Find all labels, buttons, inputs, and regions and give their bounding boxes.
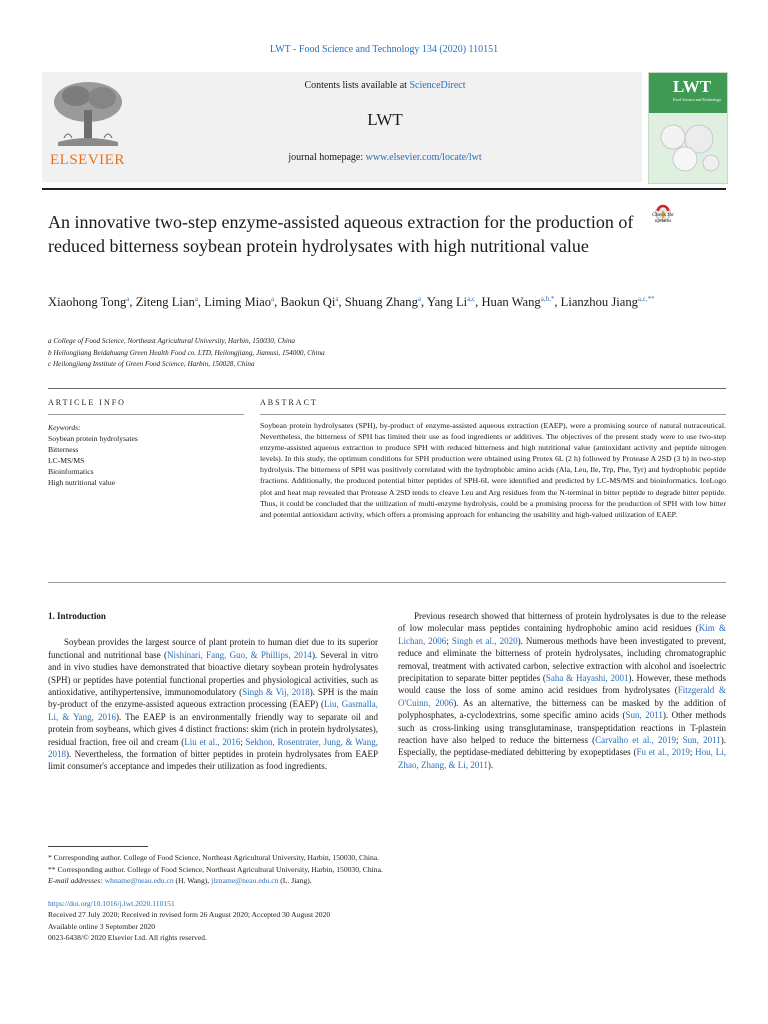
author-affiliation-marker[interactable]: a	[126, 295, 130, 303]
email-link-wang[interactable]: whname@neau.edu.cn	[104, 876, 174, 885]
journal-homepage-link[interactable]: www.elsevier.com/locate/lwt	[365, 152, 482, 163]
citation-link[interactable]: Sun, 2011	[625, 710, 663, 721]
author-affiliation-marker[interactable]: a,b,*	[540, 295, 555, 303]
abstract-heading: ABSTRACT	[260, 398, 318, 407]
author-name[interactable]: Baokun Qi	[280, 295, 336, 310]
copyright: 0023-6438/© 2020 Elsevier Ltd. All rights reserved.	[48, 932, 207, 942]
journal-name: LWT	[367, 110, 403, 129]
footnote-rule	[48, 846, 148, 847]
body-left-column	[48, 610, 378, 773]
author-affiliation-marker[interactable]: a,c	[467, 295, 476, 303]
author-name[interactable]: Huan Wang	[481, 295, 541, 310]
doi-link[interactable]: https://doi.org/10.1016/j.lwt.2020.110151	[48, 899, 175, 908]
keywords-list	[48, 422, 244, 488]
author-affiliation-marker[interactable]: a	[194, 295, 198, 303]
corresponding-author-1: * Corresponding author. College of Food Science, Northeast Agricultural University, Harbin, 150030, China.	[48, 853, 380, 862]
citation-link[interactable]: Fu et al., 2019	[636, 747, 690, 758]
author-name[interactable]: Lianzhou Jiang	[560, 295, 638, 310]
article-title: An innovative two-step enzyme-assisted aqueous extraction for the production of reduced bitterness soybean protein hydrolysates with high nutritional value	[48, 212, 634, 256]
keyword: High nutritional value	[48, 478, 116, 487]
publication-info	[48, 898, 668, 943]
author-name[interactable]: Liming Miao	[204, 295, 272, 310]
journal-cover-image	[648, 72, 728, 184]
citation-link[interactable]: Hou, Li, Zhao, Zhang, & Li, 2011	[398, 747, 726, 770]
email-line: E-mail addresses: whname@neau.edu.cn (H. Wang), jlzname@neau.edu.cn (L. Jiang).	[48, 876, 312, 885]
introduction-heading: 1. Introduction	[48, 611, 106, 621]
contents-line: Contents lists available at ScienceDirect	[304, 80, 466, 91]
email-link-jiang[interactable]: jlzname@neau.edu.cn	[211, 876, 279, 885]
keyword: LC-MS/MS	[48, 456, 85, 465]
journal-citation-link[interactable]: LWT - Food Science and Technology 134 (2020) 110151	[269, 44, 499, 55]
cover-subtitle: Food Science and Technology	[673, 97, 722, 102]
elsevier-wordmark: ELSEVIER	[50, 152, 125, 168]
sciencedirect-link[interactable]: ScienceDirect	[409, 80, 466, 91]
citation-link[interactable]: Saha & Hayashi, 2001	[545, 673, 629, 684]
corresponding-author-2: ** Corresponding author. College of Food Science, Northeast Agricultural University, Harbin, 150030, China.	[48, 864, 383, 874]
author-name[interactable]: Xiaohong Tong	[48, 295, 127, 310]
abstract-rule	[260, 414, 726, 415]
header-rule	[42, 188, 726, 190]
author-name[interactable]: Ziteng Lian	[135, 295, 195, 310]
citation-link[interactable]: Sekhon, Rosentrater, Jung, & Wang, 2018	[48, 736, 378, 760]
affiliations	[48, 336, 668, 371]
received-dates: Received 27 July 2020; Received in revised form 26 August 2020; Accepted 30 August 2020	[48, 910, 331, 920]
journal-homepage-line: journal homepage: www.elsevier.com/locate/lwt	[288, 152, 482, 163]
author-affiliation-marker[interactable]: a	[335, 295, 339, 303]
affiliation-b: b Heilongjiang Beidahuang Green Health Food co. LTD, Heilongjiang, Jiamusi, 154000, China	[48, 348, 325, 357]
citation-link[interactable]: Singh et al., 2020	[451, 635, 518, 646]
affiliation-c: c Heilongjiang Institute of Green Food Science, Harbin, 150028, China	[48, 360, 255, 368]
author-name[interactable]: Yang Li	[426, 295, 468, 310]
section-rule	[48, 388, 726, 389]
author-affiliation-marker[interactable]: a,c,**	[637, 295, 655, 303]
body-right-column	[398, 610, 726, 771]
keyword: Bioinformatics	[48, 467, 94, 476]
keyword: Soybean protein hydrolysates	[48, 434, 138, 443]
author-affiliation-marker[interactable]: a	[271, 295, 275, 303]
cover-graphic	[655, 119, 721, 175]
cover-title: LWT	[673, 77, 712, 96]
citation-link[interactable]: Liu et al., 2016	[184, 736, 241, 747]
author-list: Xiaohong Tong$^a$, Ziteng Lian$^a$, Liming Miao$^a$, Baokun Qi$^a$, Shuang Zhang$^a$, Yang Li$^{a,c}$, Huan Wang$^{a,b,*}$, Lianzhou Jiang$^{a,c,**}$	[48, 295, 655, 310]
check-for-updates-label[interactable]: Check for updates	[652, 212, 674, 224]
citation-link[interactable]: Fitzgerald & O'Cuinn, 2006	[398, 685, 726, 708]
affiliation-a: a College of Food Science, Northeast Agricultural University, Harbin, 150030, China	[48, 337, 296, 345]
author-name[interactable]: Shuang Zhang	[344, 295, 418, 310]
available-online: Available online 3 September 2020	[48, 921, 155, 931]
citation-link[interactable]: Carvalho et al., 2019	[595, 735, 677, 746]
intro-paragraph-1: Soybean provides the largest source of plant protein to human diet due to its superior functional and nutritional base (Nishinari, Fang, Guo, & Phillips, 2014). Several in vitro and in vivo studies have demonstrated that bioactive dietary soybean protein hydrolysates (SPH) or peptides have potential functional properties and physiological activities, such as antioxidative, antihypertensive, immunomodulatory (Singh & Vij, 2018). SPH is the main by-product of the enzyme-assisted aqueous extraction processing (EAEP) (Liu, Gasmalla, Li, & Yang, 2016). The EAEP is an environmentally friendly way to separate oil and protein from soybeans, which gives 4 distinct fractions: skim (rich in protein hydrolysates), residual fraction, free oil and cream (Liu et al., 2016; Sekhon, Rosentrater, Jung, & Wang, 2018). Nevertheless, the formation of bitter peptides in protein hydrolysates from EAEP limit consumer's acceptance and impedes their utilization as food ingredients.	[48, 637, 378, 772]
citation-link[interactable]: Sun, 2011	[682, 735, 721, 746]
citation-link[interactable]: Liu, Gasmalla, Li, & Yang, 2016	[48, 699, 378, 722]
keyword: Bitterness	[48, 445, 79, 454]
citation-link[interactable]: Singh & Vij, 2018	[242, 687, 310, 698]
keywords-label: Keywords:	[48, 423, 81, 432]
author-affiliation-marker[interactable]: a	[417, 295, 421, 303]
footnotes	[48, 852, 668, 887]
abstract-text: Soybean protein hydrolysates (SPH), by-product of enzyme-assisted aqueous extraction (EAEP), were a promising source of natural nutraceutical. Nevertheless, the bitterness of SPH has limited their use as food ingredients or additives. The objectives of the present study were to use two-step enzyme-assisted aqueous extraction to produce SPH with reduced bitterness and high nutritional value (antioxidant activity and peptide nitrogen levels). In this study, the optimum conditions for SPH production were obtained using Protex 6L (2 h) followed by Protease A 2SD (3 h) in two-step hydrolysis. The bitterness of SPH was positively correlated with the hydrophobic amino acids (Ala, Leu, Ile, Trp, Phe, Tyr) and hydrophobic peptide fractions. Additionally, the produced potential bitter peptides of SPH-6L were identified and predicted by LC-MS/MS and bioinformatics. IceLogo plot and heat map revealed that Protease A 2SD tends to cleave Leu and Arg residues from the N-terminal in bitter peptide to degrade bitter peptide. Thus, it could be concluded that the utilization of multi-enzyme hydrolysis, could be a promising process for the production of SPH with low bitter and potential antioxidant activity, which offers a promising approach for enhancing the usability and high-valued utilization of EAEP.	[260, 421, 726, 519]
citation-link[interactable]: Kim & Lichan, 2006	[398, 623, 726, 646]
intro-paragraph-2: Previous research showed that bitterness of protein hydrolysates is due to the release of low molecular mass peptides containing hydrophobic amino acid residues (Kim & Lichan, 2006; Singh et al., 2020). Numerous methods have been investigated to prevent, reduce and eliminate the bitterness of protein hydrolysates, including chromatographic removal, treatment with activated carbon, selective extraction with alcohol and isoelectric precipitation to separate bitter peptides (Saha & Hayashi, 2001). However, these methods would cause the loss of some amino acid residues from hydrolysates (Fitzgerald & O'Cuinn, 2006). As an alternative, the bitterness can be masked by the addition of polyphosphates, a-cyclodextrins, some specific amino acids (Sun, 2011). Other methods such as cross-linking using transglutaminase, transpeptidation reactions in T-plastein reaction have also helped to reduce the bitterness (Carvalho et al., 2019; Sun, 2011). Especially, the peptidase-mediated debittering by exopeptidases (Fu et al., 2019; Hou, Li, Zhao, Zhang, & Li, 2011).	[398, 611, 727, 770]
article-info-rule	[48, 414, 244, 415]
article-info-heading: ARTICLE INFO	[48, 398, 126, 407]
citation-link[interactable]: Nishinari, Fang, Guo, & Phillips, 2014	[167, 649, 312, 660]
abstract-end-rule	[48, 582, 726, 583]
